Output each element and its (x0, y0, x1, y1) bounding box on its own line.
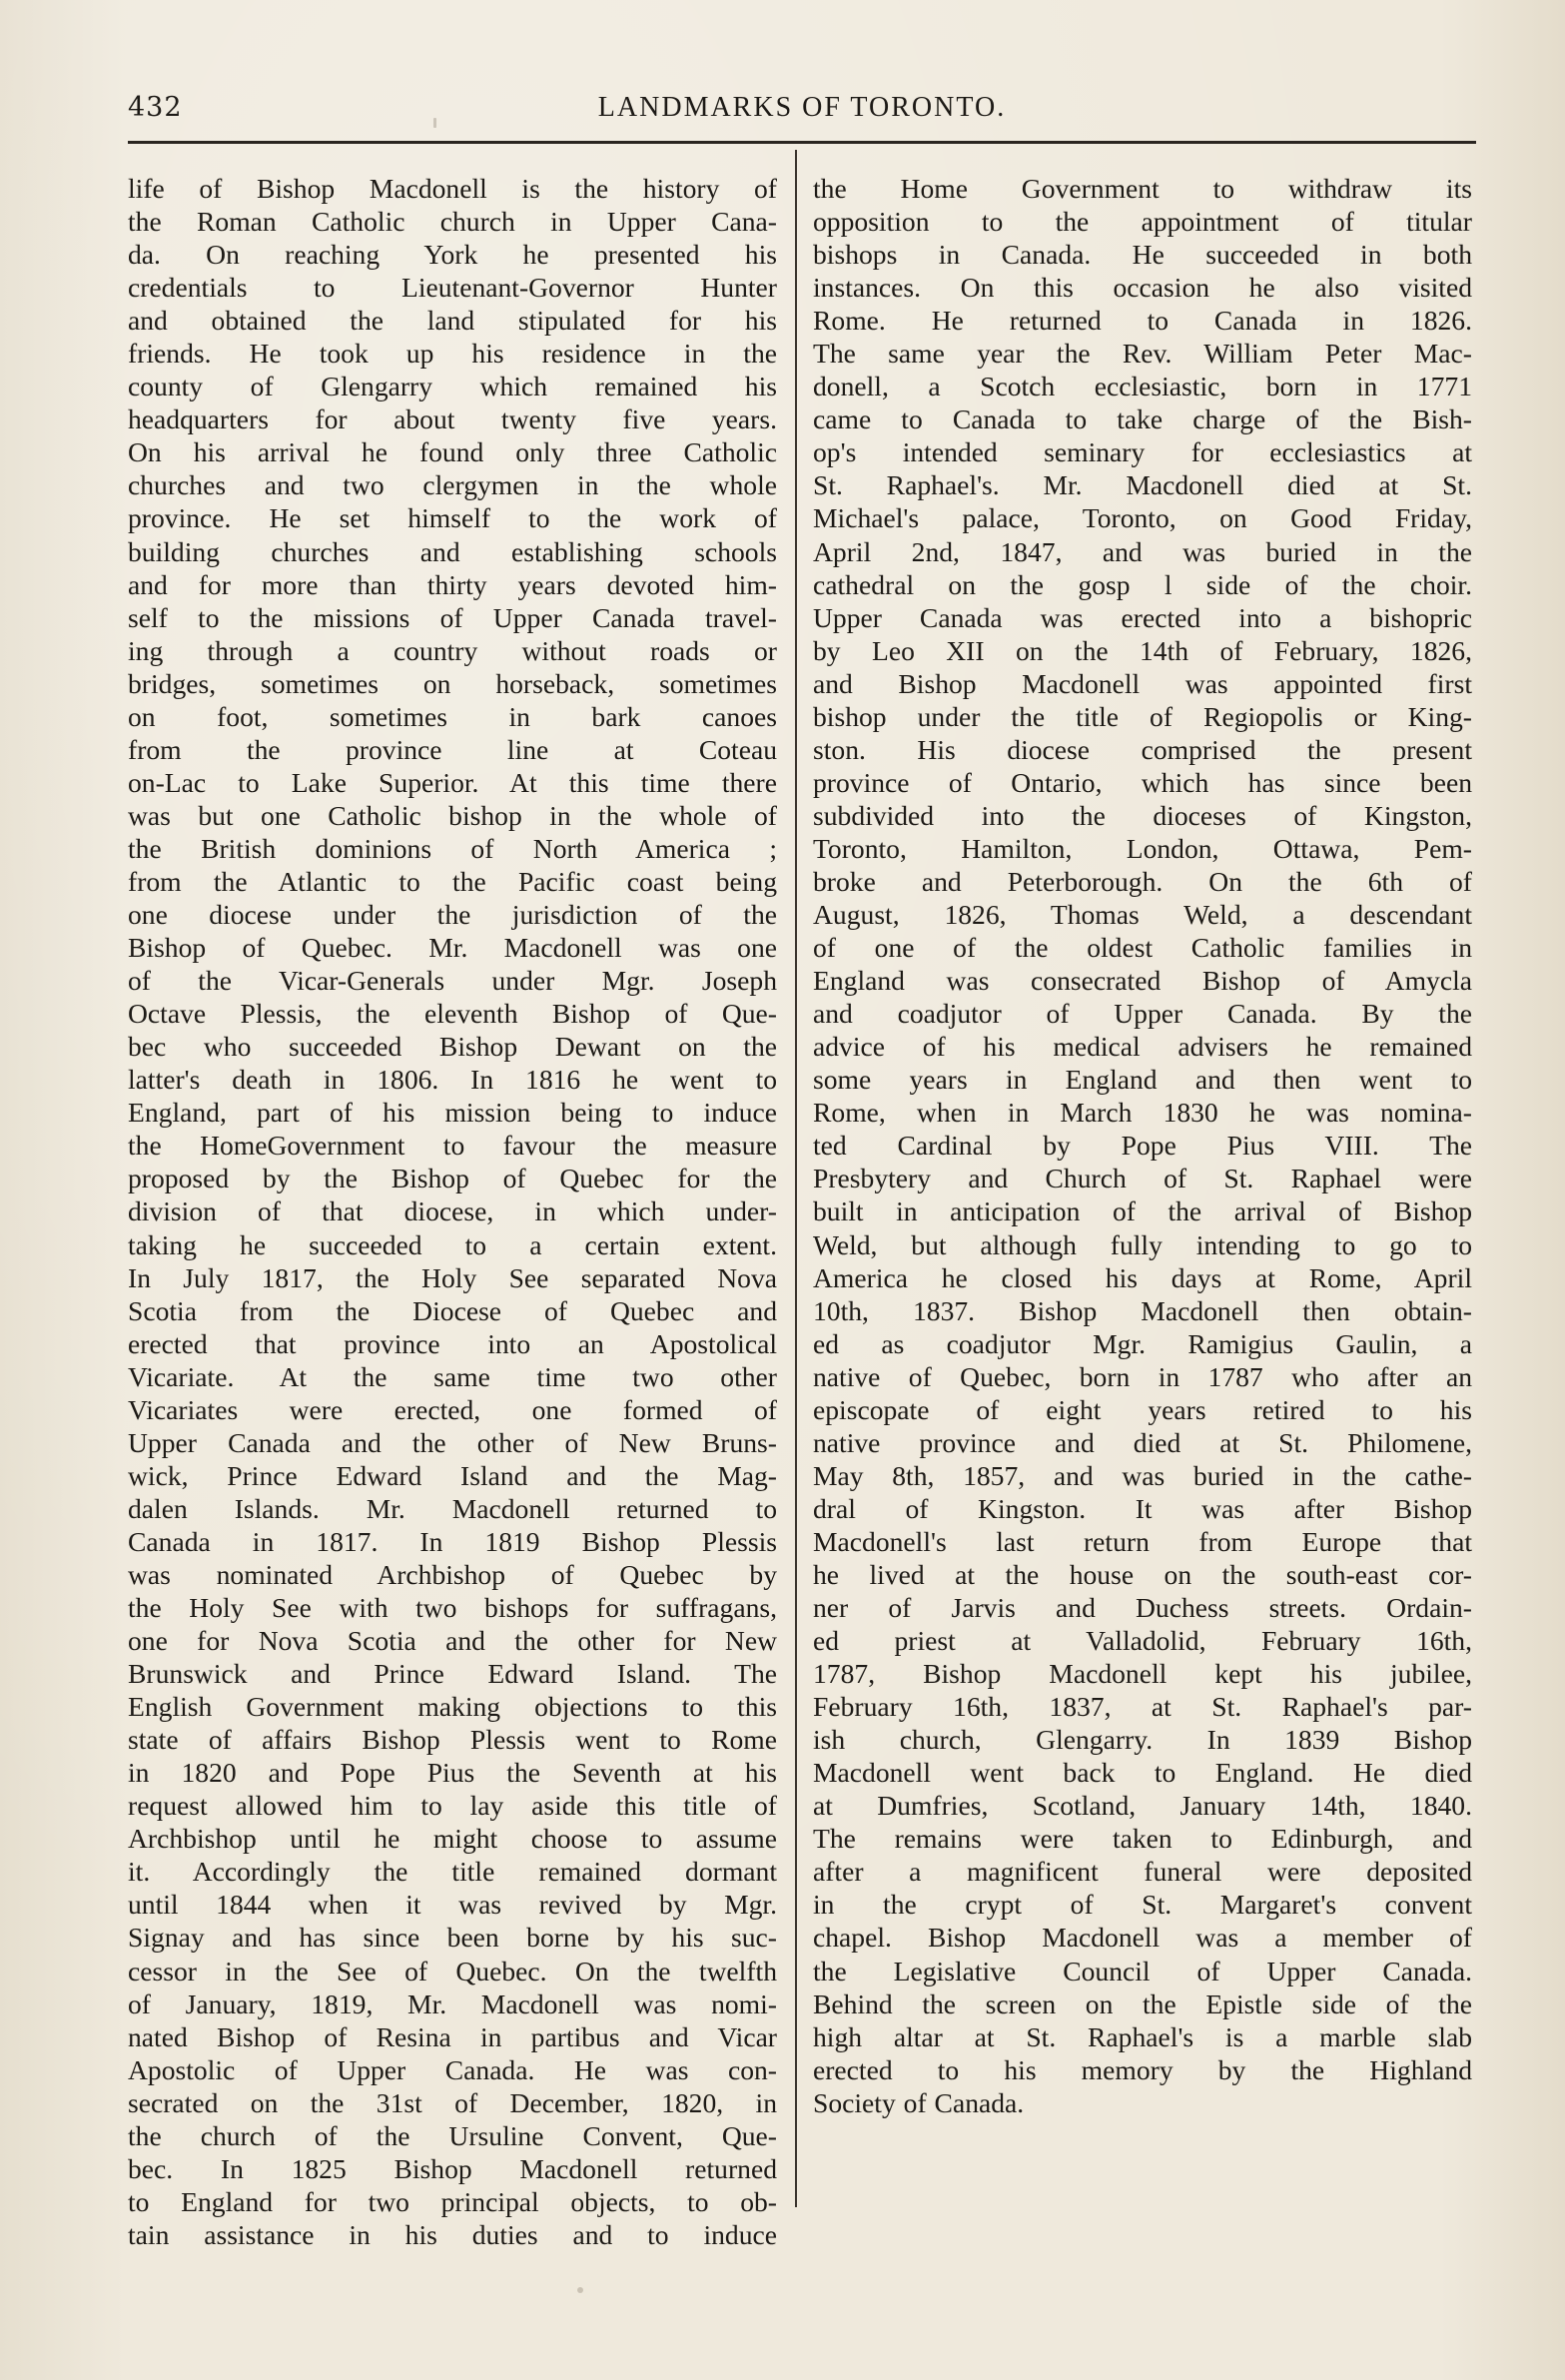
text-line: Vicariates were erected, one formed of (128, 1393, 777, 1425)
text-line: cathedral on the gosp l side of the choir. (813, 568, 1472, 600)
text-line: of one of the oldest Catholic families in (813, 932, 1472, 964)
left-text-column (128, 172, 777, 2251)
text-line: the Legislative Council of Upper Canada. (813, 1955, 1472, 1986)
text-line: donell, a Scotch ecclesiastic, born in 1771 (813, 371, 1472, 402)
text-line: wick, Prince Edward Island and the Mag- (128, 1459, 777, 1491)
page-header (128, 92, 1476, 132)
text-line: he lived at the house on the south-east cor- (813, 1558, 1472, 1590)
text-line: request allowed him to lay aside this title of (128, 1790, 777, 1822)
text-line: the Roman Catholic church in Upper Cana- (128, 206, 777, 238)
text-line: St. Raphael's. Mr. Macdonell died at St. (813, 469, 1472, 501)
text-line: Michael's palace, Toronto, on Good Friday, (813, 502, 1472, 534)
text-line: erected that province into an Apostolical (128, 1327, 777, 1359)
text-line: self to the missions of Upper Canada travel- (128, 601, 777, 633)
text-line: The remains were taken to Edinburgh, and (813, 1823, 1472, 1855)
text-line: Archbishop until he might choose to assume (128, 1823, 777, 1855)
text-line: Scotia from the Diocese of Quebec and (128, 1294, 777, 1326)
text-line: of January, 1819, Mr. Macdonell was nomi- (128, 1987, 777, 2019)
text-line: churches and two clergymen in the whole (128, 469, 777, 501)
text-line: advice of his medical advisers he remained (813, 1031, 1472, 1063)
text-line: ted Cardinal by Pope Pius VIII. The (813, 1130, 1472, 1162)
text-line: province of Ontario, which has since been (813, 766, 1472, 798)
text-line: after a magnificent funeral were deposited (813, 1856, 1472, 1888)
text-line: proposed by the Bishop of Quebec for the (128, 1163, 777, 1194)
text-line: ish church, Glengarry. In 1839 Bishop (813, 1724, 1472, 1756)
text-line: Presbytery and Church of St. Raphael were (813, 1163, 1472, 1194)
text-line: On his arrival he found only three Catholic (128, 436, 777, 468)
text-line: on-Lac to Lake Superior. At this time there (128, 766, 777, 798)
text-line: life of Bishop Macdonell is the history of (128, 173, 777, 204)
text-line: and coadjutor of Upper Canada. By the (813, 998, 1472, 1030)
text-line: and Bishop Macdonell was appointed first (813, 667, 1472, 699)
text-line: Octave Plessis, the eleventh Bishop of Que- (128, 998, 777, 1030)
text-line: secrated on the 31st of December, 1820, in (128, 2086, 777, 2118)
text-line: taking he succeeded to a certain extent. (128, 1228, 777, 1260)
text-line: the British dominions of North America ; (128, 832, 777, 864)
text-line: February 16th, 1837, at St. Raphael's par- (813, 1691, 1472, 1723)
text-line: state of affairs Bishop Plessis went to Rome (128, 1724, 777, 1756)
text-line: Apostolic of Upper Canada. He was con- (128, 2053, 777, 2085)
text-line: Upper Canada was erected into a bishopric (813, 601, 1472, 633)
text-line: Brunswick and Prince Edward Island. The (128, 1658, 777, 1690)
page-number: 432 (128, 92, 183, 123)
text-line: broke and Peterborough. On the 6th of (813, 865, 1472, 897)
text-line: episcopate of eight years retired to his (813, 1393, 1472, 1425)
text-line: Toronto, Hamilton, London, Ottawa, Pem- (813, 832, 1472, 864)
text-line: Rome. He returned to Canada in 1826. (813, 305, 1472, 337)
text-line: April 2nd, 1847, and was buried in the (813, 535, 1472, 567)
text-line: building churches and establishing schools (128, 535, 777, 567)
text-line: province. He set himself to the work of (128, 502, 777, 534)
text-line: dalen Islands. Mr. Macdonell returned to (128, 1492, 777, 1524)
text-line: America he closed his days at Rome, April (813, 1261, 1472, 1293)
text-line: subdivided into the dioceses of Kingston, (813, 799, 1472, 831)
text-line: cessor in the See of Quebec. On the twelfth (128, 1955, 777, 1986)
text-line: erected to his memory by the Highland (813, 2053, 1472, 2085)
text-line: August, 1826, Thomas Weld, a descendant (813, 899, 1472, 931)
text-line: Vicariate. At the same time two other (128, 1360, 777, 1392)
text-line: 10th, 1837. Bishop Macdonell then obtain- (813, 1294, 1472, 1326)
text-line: In July 1817, the Holy See separated Nova (128, 1261, 777, 1293)
text-line: Rome, when in March 1830 he was nomina- (813, 1097, 1472, 1129)
text-line: ston. His diocese comprised the present (813, 733, 1472, 765)
text-line: some years in England and then went to (813, 1064, 1472, 1096)
text-line: bec who succeeded Bishop Dewant on the (128, 1031, 777, 1063)
text-line: Canada in 1817. In 1819 Bishop Plessis (128, 1525, 777, 1557)
text-line: Weld, but although fully intending to go to (813, 1228, 1472, 1260)
text-line: headquarters for about twenty five years. (128, 403, 777, 435)
text-line: ed as coadjutor Mgr. Ramigius Gaulin, a (813, 1327, 1472, 1359)
text-line: one diocese under the jurisdiction of the (128, 899, 777, 931)
text-line: at Dumfries, Scotland, January 14th, 1840. (813, 1790, 1472, 1822)
text-line: credentials to Lieutenant-Governor Hunter (128, 272, 777, 304)
text-line: was but one Catholic bishop in the whole of (128, 799, 777, 831)
text-line: bishop under the title of Regiopolis or King- (813, 700, 1472, 732)
text-line: the HomeGovernment to favour the measure (128, 1130, 777, 1162)
text-line: The same year the Rev. William Peter Mac- (813, 338, 1472, 370)
text-line: op's intended seminary for ecclesiastics at (813, 436, 1472, 468)
text-line: instances. On this occasion he also visited (813, 272, 1472, 304)
text-line: the church of the Ursuline Convent, Que- (128, 2119, 777, 2151)
text-line: May 8th, 1857, and was buried in the cathe- (813, 1459, 1472, 1491)
text-line: friends. He took up his residence in the (128, 338, 777, 370)
text-line: ed priest at Valladolid, February 16th, (813, 1625, 1472, 1657)
text-line: dral of Kingston. It was after Bishop (813, 1492, 1472, 1524)
text-line: in 1820 and Pope Pius the Seventh at his (128, 1757, 777, 1789)
text-line: division of that diocese, in which under- (128, 1195, 777, 1227)
text-line: and for more than thirty years devoted him- (128, 568, 777, 600)
text-line: of the Vicar-Generals under Mgr. Joseph (128, 965, 777, 997)
text-line: ing through a country without roads or (128, 634, 777, 666)
text-line: Macdonell's last return from Europe that (813, 1525, 1472, 1557)
text-line: native of Quebec, born in 1787 who after an (813, 1360, 1472, 1392)
text-line: until 1844 when it was revived by Mgr. (128, 1889, 777, 1921)
text-line: the Home Government to withdraw its (813, 173, 1472, 204)
text-line: on foot, sometimes in bark canoes (128, 700, 777, 732)
text-line: bridges, sometimes on horseback, sometimes (128, 667, 777, 699)
text-line: 1787, Bishop Macdonell kept his jubilee, (813, 1658, 1472, 1690)
text-line: was nominated Archbishop of Quebec by (128, 1558, 777, 1590)
text-line: built in anticipation of the arrival of Bishop (813, 1195, 1472, 1227)
text-line: native province and died at St. Philomene, (813, 1426, 1472, 1458)
text-line: by Leo XII on the 14th of February, 1826, (813, 634, 1472, 666)
text-line: ner of Jarvis and Duchess streets. Ordain- (813, 1592, 1472, 1624)
text-line: opposition to the appointment of titular (813, 206, 1472, 238)
text-line: Bishop of Quebec. Mr. Macdonell was one (128, 932, 777, 964)
text-line: one for Nova Scotia and the other for New (128, 1625, 777, 1657)
text-line: Macdonell went back to England. He died (813, 1757, 1472, 1789)
column-divider (795, 150, 797, 2207)
text-line: nated Bishop of Resina in partibus and Vicar (128, 2020, 777, 2052)
text-line: from the Atlantic to the Pacific coast being (128, 865, 777, 897)
text-line: Upper Canada and the other of New Bruns- (128, 1426, 777, 1458)
text-line: the Holy See with two bishops for suffragans, (128, 1592, 777, 1624)
text-line: tain assistance in his duties and to induce (128, 2218, 777, 2250)
text-line: Signay and has since been borne by his suc- (128, 1922, 777, 1954)
text-line: high altar at St. Raphael's is a marble slab (813, 2020, 1472, 2052)
text-line: bec. In 1825 Bishop Macdonell returned (128, 2152, 777, 2184)
text-line: English Government making objections to this (128, 1691, 777, 1723)
text-line: in the crypt of St. Margaret's convent (813, 1889, 1472, 1921)
text-line: from the province line at Coteau (128, 733, 777, 765)
text-line: da. On reaching York he presented his (128, 239, 777, 271)
text-line: bishops in Canada. He succeeded in both (813, 239, 1472, 271)
text-line: chapel. Bishop Macdonell was a member of (813, 1922, 1472, 1954)
text-line: it. Accordingly the title remained dormant (128, 1856, 777, 1888)
text-line: Society of Canada. (813, 2086, 1025, 2118)
text-line: England, part of his mission being to induce (128, 1097, 777, 1129)
text-line: England was consecrated Bishop of Amycla (813, 965, 1472, 997)
text-line: to England for two principal objects, to ob- (128, 2185, 777, 2217)
text-line: latter's death in 1806. In 1816 he went to (128, 1064, 777, 1096)
running-title: LANDMARKS OF TORONTO. (597, 92, 1007, 123)
text-line: and obtained the land stipulated for his (128, 305, 777, 337)
text-line: county of Glengarry which remained his (128, 371, 777, 402)
right-text-column (813, 172, 1472, 2119)
text-line: came to Canada to take charge of the Bish- (813, 403, 1472, 435)
paper-speck (577, 2287, 583, 2293)
header-rule (128, 141, 1476, 144)
paper-mark (433, 118, 436, 128)
text-line: Behind the screen on the Epistle side of the (813, 1987, 1472, 2019)
